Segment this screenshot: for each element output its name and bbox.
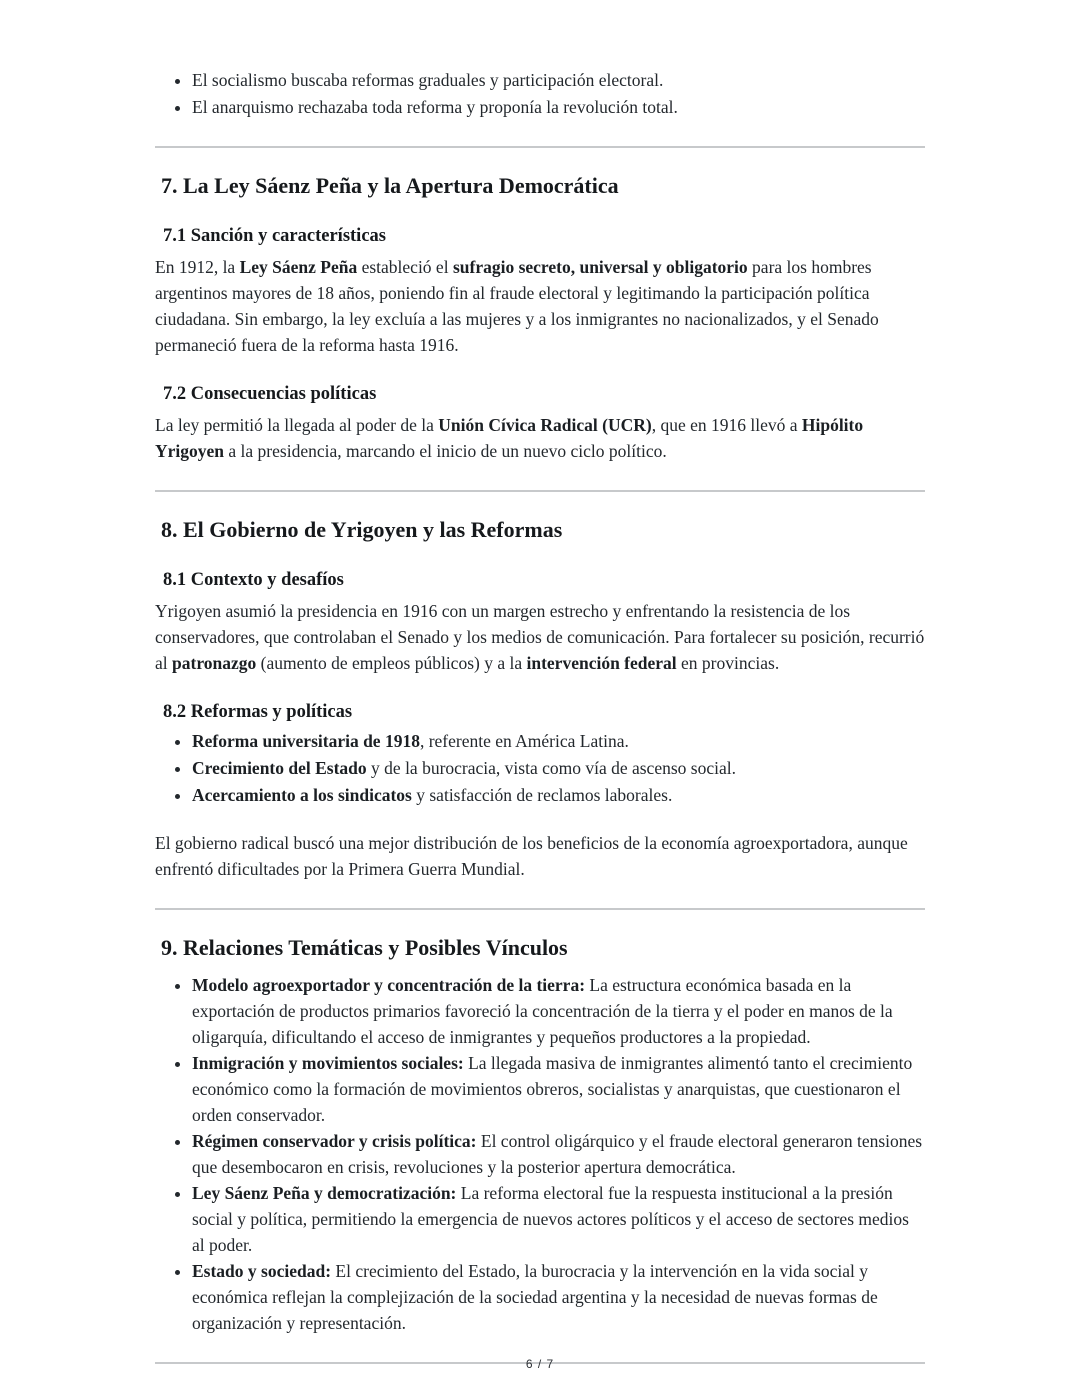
relations-bullet-list (155, 972, 925, 1336)
intro-bullet-list (155, 67, 925, 120)
subsection-8-1-paragraph: Yrigoyen asumió la presidencia en 1916 con un margen estrecho y enfrentando la resistencia de los conservadores, que controlaban el Senado y los medios de comunicación. Para fortalecer su posición, recurrió al patronazgo (aumento de empleos públicos) y a la intervención federal en provincias. (155, 601, 925, 673)
section-divider (155, 146, 925, 148)
reforms-bullet-list (155, 728, 925, 808)
subsection-8-2-title: 8.2 Reformas y políticas (163, 702, 353, 722)
list-item: • Crecimiento del Estado y de la burocracia, vista como vía de ascenso social. (192, 755, 925, 781)
subsection-7-2-title: 7.2 Consecuencias políticas (163, 384, 377, 404)
list-item: • Régimen conservador y crisis política: El control oligárquico y el fraude electoral generaron tensiones que desembocaron en crisis, revoluciones y la posterior apertura democrática. (192, 1128, 925, 1180)
list-item: • Ley Sáenz Peña y democratización: La reforma electoral fue la respuesta institucional a la presión social y política, permitiendo la emergencia de nuevos actores políticos y el acceso de sectores medios al poder. (192, 1180, 925, 1258)
section-divider (155, 908, 925, 910)
section-8 (155, 516, 925, 882)
subsection-7-1-title: 7.1 Sanción y características (163, 226, 386, 246)
section-7 (155, 172, 925, 464)
subsection-7-2-paragraph: La ley permitió la llegada al poder de la Unión Cívica Radical (UCR), que en 1916 llevó a Hipólito Yrigoyen a la presidencia, marcando el inicio de un nuevo ciclo político. (155, 415, 864, 461)
subsection-8-1-title: 8.1 Contexto y desafíos (163, 570, 344, 590)
list-item: • Estado y sociedad: El crecimiento del Estado, la burocracia y la intervención en la vida social y económica reflejan la complejización de la sociedad argentina y la necesidad de nuevas formas de organización y representación. (192, 1258, 925, 1336)
section-7-title: 7. La Ley Sáenz Peña y la Apertura Democrática (161, 173, 619, 198)
list-item: • Reforma universitaria de 1918, referente en América Latina. (192, 728, 925, 754)
section-divider (155, 490, 925, 492)
section-8-closing-paragraph: El gobierno radical buscó una mejor distribución de los beneficios de la economía agroexportadora, aunque enfrentó dificultades por la Primera Guerra Mundial. (155, 833, 908, 879)
document-content (155, 67, 925, 1364)
list-item: • Acercamiento a los sindicatos y satisfacción de reclamos laborales. (192, 782, 925, 808)
section-9 (155, 934, 925, 1336)
list-item: • Modelo agroexportador y concentración de la tierra: La estructura económica basada en la exportación de productos primarios favoreció la concentración de la tierra y el poder en manos de la oligarquía, dificultando el acceso de inmigrantes y pequeños productores a la propiedad. (192, 972, 925, 1050)
section-9-title: 9. Relaciones Temáticas y Posibles Vínculos (161, 935, 568, 960)
list-item: • El anarquismo rechazaba toda reforma y proponía la revolución total. (192, 94, 925, 120)
list-item: • Inmigración y movimientos sociales: La llegada masiva de inmigrantes alimentó tanto el crecimiento económico como la formación de movimientos obreros, socialistas y anarquistas, que cuestionaron el orden conservador. (192, 1050, 925, 1128)
section-8-title: 8. El Gobierno de Yrigoyen y las Reformas (161, 517, 563, 542)
page-number: 6 / 7 (525, 1357, 555, 1371)
subsection-7-1-paragraph: En 1912, la Ley Sáenz Peña estableció el sufragio secreto, universal y obligatorio para los hombres argentinos mayores de 18 años, poniendo fin al fraude electoral y legitimando la participación política ciudadana. Sin embargo, la ley excluía a las mujeres y a los inmigrantes no nacionalizados, y el Senado permaneció fuera de la reforma hasta 1916. (155, 257, 879, 355)
list-item: • El socialismo buscaba reformas graduales y participación electoral. (192, 67, 925, 93)
